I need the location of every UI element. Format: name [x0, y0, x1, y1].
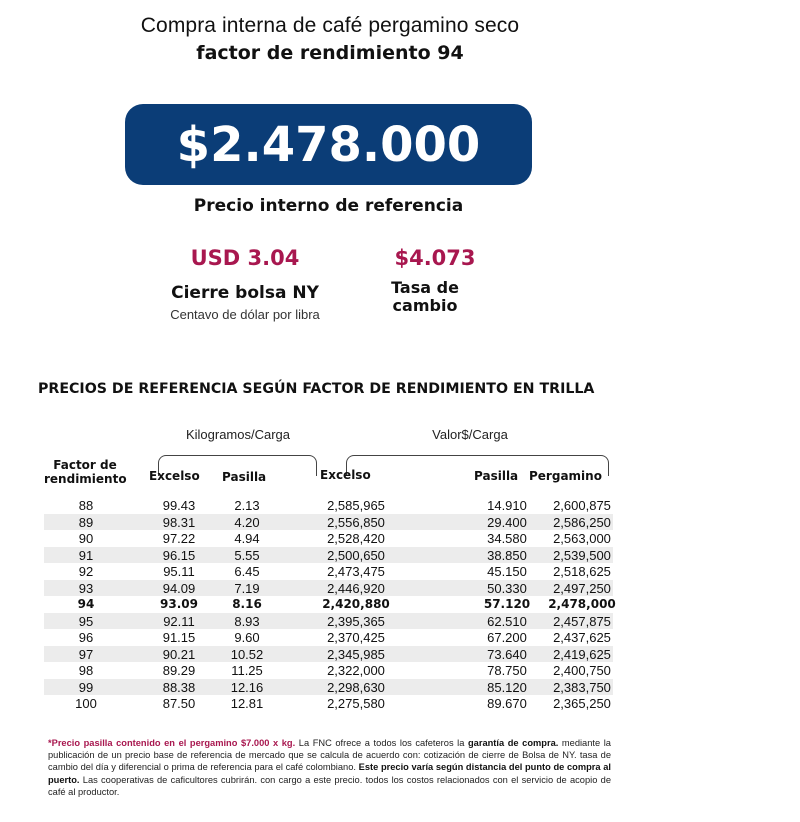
cell-pasilla-value: 67.200 — [487, 630, 527, 645]
cell-pasilla-value: 29.400 — [487, 514, 527, 530]
cell-pasilla-value: 73.640 — [487, 646, 527, 662]
cell-pasilla-kg: 10.52 — [230, 646, 264, 662]
cell-pasilla-kg: 12.81 — [230, 696, 264, 711]
cell-excelso-value: 2,585,965 — [327, 498, 385, 513]
footnote-guarantee: garantía de compra. — [467, 738, 559, 748]
footnote — [48, 737, 611, 798]
cell-factor: 98 — [78, 663, 94, 678]
cell-pasilla-kg: 5.55 — [234, 547, 260, 563]
cell-pasilla-value: 85.120 — [487, 679, 527, 695]
header-factor — [44, 458, 126, 486]
cell-excelso-kg: 91.15 — [162, 630, 196, 645]
cell-excelso-kg: 95.11 — [163, 564, 195, 579]
price-value: $2.478.000 — [176, 116, 481, 173]
cell-excelso-value: 2,345,985 — [327, 646, 385, 662]
cell-factor: 99 — [78, 679, 94, 695]
header-pasilla-value: Pasilla — [474, 469, 519, 483]
table-row — [44, 530, 613, 547]
table-row — [44, 629, 613, 646]
table-row — [44, 563, 613, 580]
cell-excelso-kg: 87.50 — [162, 696, 196, 711]
page-title: Compra interna de café pergamino seco — [140, 14, 520, 37]
cell-pergamino: 2,478,000 — [548, 597, 616, 611]
cell-pasilla-value: 62.510 — [487, 613, 527, 629]
cell-pergamino: 2,563,000 — [553, 531, 611, 546]
ny-close-value: USD 3.04 — [190, 246, 300, 270]
cell-pasilla-value: 57.120 — [483, 597, 531, 611]
header-excelso-value: Excelso — [320, 468, 371, 482]
header-factor-line2: rendimiento — [44, 472, 127, 486]
cell-excelso-value: 2,395,365 — [327, 613, 385, 629]
cell-pasilla-kg: 12.16 — [230, 679, 264, 695]
footnote-distance: Este precio varía según distancia del punto de compra al puerto. — [48, 762, 611, 785]
cell-factor: 89 — [78, 514, 94, 530]
cell-excelso-value: 2,420,880 — [322, 597, 390, 611]
cell-excelso-kg: 98.31 — [162, 514, 196, 530]
cell-pasilla-value: 50.330 — [487, 580, 527, 596]
cell-excelso-value: 2,556,850 — [327, 514, 385, 530]
table-row — [44, 613, 613, 630]
cell-excelso-value: 2,528,420 — [327, 531, 385, 546]
header-factor-line1: Factor de — [53, 458, 117, 472]
table-title: PRECIOS DE REFERENCIA SEGÚN FACTOR DE RENDIMIENTO EN TRILLA — [38, 381, 595, 397]
cell-pasilla-kg: 6.45 — [234, 564, 260, 579]
cell-pergamino: 2,365,250 — [553, 696, 611, 711]
ny-close-label: Cierre bolsa NY — [171, 283, 319, 303]
cell-excelso-kg: 90.21 — [162, 646, 196, 662]
table-row-highlighted — [44, 596, 616, 613]
cell-excelso-value: 2,500,650 — [327, 547, 385, 563]
cell-pergamino: 2,539,500 — [553, 547, 611, 563]
table-row — [44, 679, 613, 696]
cell-excelso-value: 2,322,000 — [327, 663, 385, 678]
page-subtitle: factor de rendimiento 94 — [196, 42, 464, 64]
cell-factor: 94 — [77, 597, 95, 611]
cell-pasilla-value: 78.750 — [487, 663, 527, 678]
group-header-value: Valor$/Carga — [432, 427, 508, 442]
price-label: Precio interno de referencia — [193, 196, 464, 216]
cell-pergamino: 2,383,750 — [553, 679, 611, 695]
cell-factor: 88 — [78, 498, 94, 513]
footnote-pasilla-price: *Precio pasilla contenido en el pergamino $7.000 x kg. — [48, 738, 296, 748]
cell-pergamino: 2,419,625 — [553, 646, 611, 662]
price-box — [125, 104, 532, 185]
ny-close-sublabel: Centavo de dólar por libra — [170, 307, 320, 322]
header-pasilla-kg: Pasilla — [222, 470, 267, 484]
cell-factor: 96 — [78, 630, 94, 645]
cell-excelso-value: 2,298,630 — [327, 679, 385, 695]
table-row — [44, 547, 613, 564]
header-excelso-kg: Excelso — [149, 469, 200, 483]
footnote-text-1: La FNC ofrece a todos los cafeteros la — [295, 738, 468, 748]
table-row — [44, 580, 613, 597]
cell-excelso-kg: 97.22 — [162, 531, 196, 546]
cell-factor: 97 — [78, 646, 94, 662]
cell-factor: 92 — [78, 564, 94, 579]
cell-pasilla-value: 45.150 — [487, 564, 527, 579]
exchange-rate-label-line2: cambio — [392, 296, 458, 315]
cell-excelso-kg: 88.38 — [162, 679, 196, 695]
cell-excelso-value: 2,275,580 — [327, 696, 385, 711]
cell-excelso-kg: 93.09 — [160, 597, 198, 611]
cell-pergamino: 2,586,250 — [553, 514, 611, 530]
table-row — [44, 662, 613, 679]
table-row — [44, 646, 613, 663]
cell-excelso-value: 2,446,920 — [327, 580, 385, 596]
cell-pergamino: 2,497,250 — [553, 580, 611, 596]
cell-pasilla-value: 14.910 — [487, 498, 527, 513]
table-row — [44, 514, 613, 531]
cell-pasilla-kg: 4.94 — [234, 531, 260, 546]
cell-pasilla-value: 38.850 — [487, 547, 527, 563]
cell-pergamino: 2,400,750 — [553, 663, 611, 678]
table-row — [44, 695, 613, 712]
table-row — [44, 497, 613, 514]
cell-pasilla-value: 89.670 — [487, 696, 527, 711]
cell-factor: 91 — [78, 547, 94, 563]
header-pergamino: Pergamino — [529, 469, 602, 483]
cell-factor: 95 — [78, 613, 94, 629]
cell-pasilla-kg: 2.13 — [234, 498, 260, 513]
cell-pasilla-kg: 7.19 — [234, 580, 260, 596]
cell-pasilla-value: 34.580 — [487, 531, 527, 546]
cell-pergamino: 2,518,625 — [553, 564, 611, 579]
cell-excelso-kg: 89.29 — [162, 663, 196, 678]
cell-factor: 90 — [78, 531, 94, 546]
cell-pergamino: 2,457,875 — [553, 613, 611, 629]
cell-pergamino: 2,600,875 — [553, 498, 611, 513]
exchange-rate-label — [370, 279, 480, 315]
price-table — [44, 497, 616, 712]
footnote-text-3: Las cooperativas de caficultores cubrirán. con cargo a este precio. todos los costos relacionados con el servicio de acopio de café al productor. — [48, 774, 611, 797]
cell-pasilla-kg: 11.25 — [231, 663, 263, 678]
cell-pasilla-kg: 9.60 — [234, 630, 260, 645]
cell-excelso-value: 2,473,475 — [327, 564, 385, 579]
group-header-kg: Kilogramos/Carga — [185, 427, 291, 442]
cell-pasilla-kg: 8.16 — [232, 597, 262, 611]
cell-factor: 93 — [78, 580, 94, 596]
cell-pergamino: 2,437,625 — [553, 630, 611, 645]
cell-excelso-kg: 96.15 — [162, 547, 196, 563]
cell-factor: 100 — [75, 696, 97, 711]
footnote-text-2: mediante la publicación de un precio base de referencia de mercado que se calcula de acuerdo con: cotización de cierre de Bolsa de NY. tasa de cambio del día y diferencial o prima de referencia para el café colombiano. — [48, 738, 611, 773]
cell-excelso-value: 2,370,425 — [327, 630, 385, 645]
cell-excelso-kg: 94.09 — [162, 580, 196, 596]
exchange-rate-label-line1: Tasa de — [391, 278, 459, 297]
cell-excelso-kg: 99.43 — [162, 498, 196, 513]
exchange-rate-value: $4.073 — [394, 246, 476, 270]
cell-pasilla-kg: 8.93 — [234, 613, 260, 629]
cell-excelso-kg: 92.11 — [163, 613, 195, 629]
cell-pasilla-kg: 4.20 — [234, 514, 260, 530]
